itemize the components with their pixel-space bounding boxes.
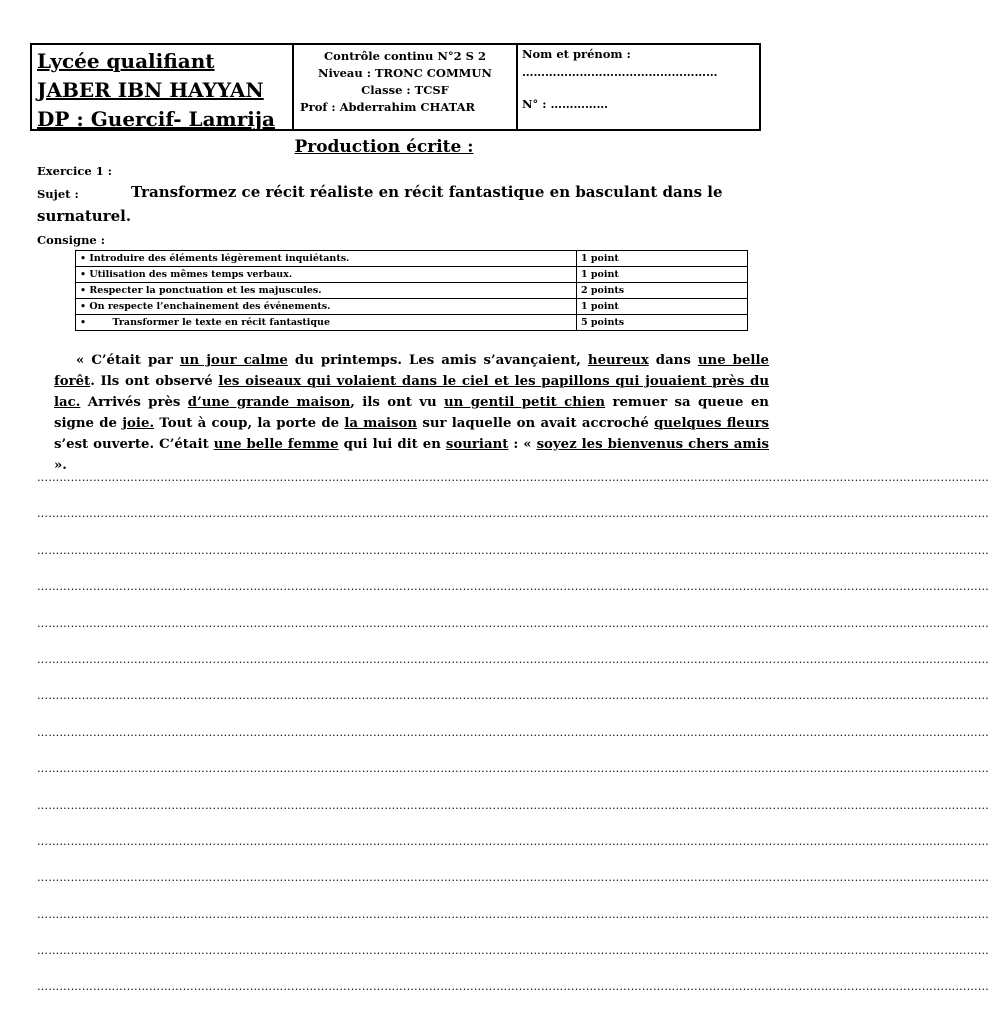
answer-line[interactable]: ………………………………………………………………………………………………………………………………………………………………………………………………………………………………… <box>37 725 989 739</box>
answer-line[interactable]: ………………………………………………………………………………………………………………………………………………………………………………………………………………………………… <box>37 944 989 958</box>
criterion-points: 1 point <box>577 251 748 267</box>
exercise-label: Exercice 1 : <box>37 164 112 178</box>
story-segment: Arrivés près <box>80 395 188 410</box>
answer-line[interactable]: ………………………………………………………………………………………………………………………………………………………………………………………………………………………………… <box>37 689 989 703</box>
school-type: Lycée qualifiant <box>37 49 215 73</box>
answer-line[interactable]: ………………………………………………………………………………………………………………………………………………………………………………………………………………………………… <box>37 798 989 812</box>
criterion-text: • Introduire des éléments légèrement inquiétants. <box>76 251 577 267</box>
story-segment: : « <box>508 437 537 452</box>
story-segment: « C’était par <box>76 353 180 368</box>
exam-class: Classe : TCSF <box>361 83 449 97</box>
criterion-text: • Utilisation des mêmes temps verbaux. <box>76 267 577 283</box>
table-row <box>76 299 748 315</box>
criterion-text: • Transformer le texte en récit fantastique <box>76 315 577 331</box>
answer-line[interactable]: ………………………………………………………………………………………………………………………………………………………………………………………………………………………………… <box>37 616 989 630</box>
answer-line[interactable]: ………………………………………………………………………………………………………………………………………………………………………………………………………………………………… <box>37 543 989 557</box>
story-underlined: les oiseaux qui volaient dans le ciel et les papillons qui jouaient près du lac. <box>54 374 769 410</box>
story-text <box>54 350 769 476</box>
story-paragraph <box>54 350 769 476</box>
answer-line[interactable]: ………………………………………………………………………………………………………………………………………………………………………………………………………………………………… <box>37 507 989 521</box>
school-name: JABER IBN HAYYAN <box>37 78 264 102</box>
name-label: Nom et prénom : <box>522 47 631 61</box>
story-underlined: joie. <box>122 416 155 431</box>
answer-line[interactable]: ………………………………………………………………………………………………………………………………………………………………………………………………………………………………… <box>37 980 989 994</box>
story-segment: , ils ont vu <box>350 395 444 410</box>
story-underlined: une belle femme <box>213 437 339 452</box>
table-row <box>76 315 748 331</box>
story-underlined: quelques fleurs <box>654 416 770 431</box>
table-row <box>76 251 748 267</box>
story-underlined: la maison <box>344 416 418 431</box>
answer-area[interactable] <box>37 471 989 1017</box>
answer-line[interactable]: ………………………………………………………………………………………………………………………………………………………………………………………………………………………………… <box>37 580 989 594</box>
sujet-label: Sujet : <box>37 187 79 201</box>
criterion-points: 2 points <box>577 283 748 299</box>
story-underlined: une belle forêt <box>54 353 769 389</box>
table-row <box>76 267 748 283</box>
exam-info <box>294 45 518 129</box>
exam-title: Contrôle continu N°2 S 2 <box>324 49 486 63</box>
sujet-text-continued: surnaturel. <box>37 207 132 225</box>
table-row <box>76 283 748 299</box>
answer-line[interactable]: ………………………………………………………………………………………………………………………………………………………………………………………………………………………………… <box>37 834 989 848</box>
criteria-table <box>75 250 748 331</box>
school-location: DP : Guercif- Lamrija <box>37 107 276 131</box>
answer-line[interactable]: ………………………………………………………………………………………………………………………………………………………………………………………………………………………………… <box>37 762 989 776</box>
story-segment: du printemps. Les amis s’avançaient, <box>287 353 588 368</box>
answer-line[interactable]: ………………………………………………………………………………………………………………………………………………………………………………………………………………………………… <box>37 471 989 484</box>
story-segment: remuer sa queue en signe de <box>54 395 769 431</box>
criterion-points: 1 point <box>577 267 748 283</box>
story-segment: dans <box>648 353 698 368</box>
answer-line[interactable]: ………………………………………………………………………………………………………………………………………………………………………………………………………………………………… <box>37 652 989 666</box>
story-underlined: un jour calme <box>179 353 288 368</box>
criterion-text: • On respecte l’enchainement des événements. <box>76 299 577 315</box>
story-underlined: un gentil petit chien <box>444 395 606 410</box>
school-info <box>32 45 294 129</box>
story-underlined: d’une grande maison <box>187 395 351 410</box>
story-underlined: soyez les bienvenus chers amis <box>536 437 769 452</box>
number-field[interactable]: N° : …………… <box>522 97 609 111</box>
criterion-points: 5 points <box>577 315 748 331</box>
exam-teacher: Prof : Abderrahim CHATAR <box>300 100 476 114</box>
exam-header <box>30 43 761 131</box>
student-info <box>518 45 759 129</box>
story-segment: ». <box>54 458 67 473</box>
criterion-text: • Respecter la ponctuation et les majuscules. <box>76 283 577 299</box>
story-segment: Tout à coup, la porte de <box>154 416 345 431</box>
criterion-points: 1 point <box>577 299 748 315</box>
story-segment: qui lui dit en <box>338 437 446 452</box>
answer-line[interactable]: ………………………………………………………………………………………………………………………………………………………………………………………………………………………………… <box>37 871 989 885</box>
consigne-label: Consigne : <box>37 233 105 247</box>
story-segment: s’est ouverte. C’était <box>54 437 214 452</box>
story-segment: sur laquelle on avait accroché <box>417 416 655 431</box>
exam-level: Niveau : TRONC COMMUN <box>318 66 492 80</box>
name-field[interactable]: …………………………………………… <box>522 65 718 79</box>
sujet-text: Transformez ce récit réaliste en récit fantastique en basculant dans le <box>131 183 723 201</box>
story-underlined: heureux <box>587 353 649 368</box>
page-title: Production écrite : <box>294 137 474 157</box>
answer-line[interactable]: ………………………………………………………………………………………………………………………………………………………………………………………………………………………………… <box>37 907 989 921</box>
story-underlined: souriant <box>445 437 509 452</box>
story-segment: . Ils ont observé <box>90 374 219 389</box>
